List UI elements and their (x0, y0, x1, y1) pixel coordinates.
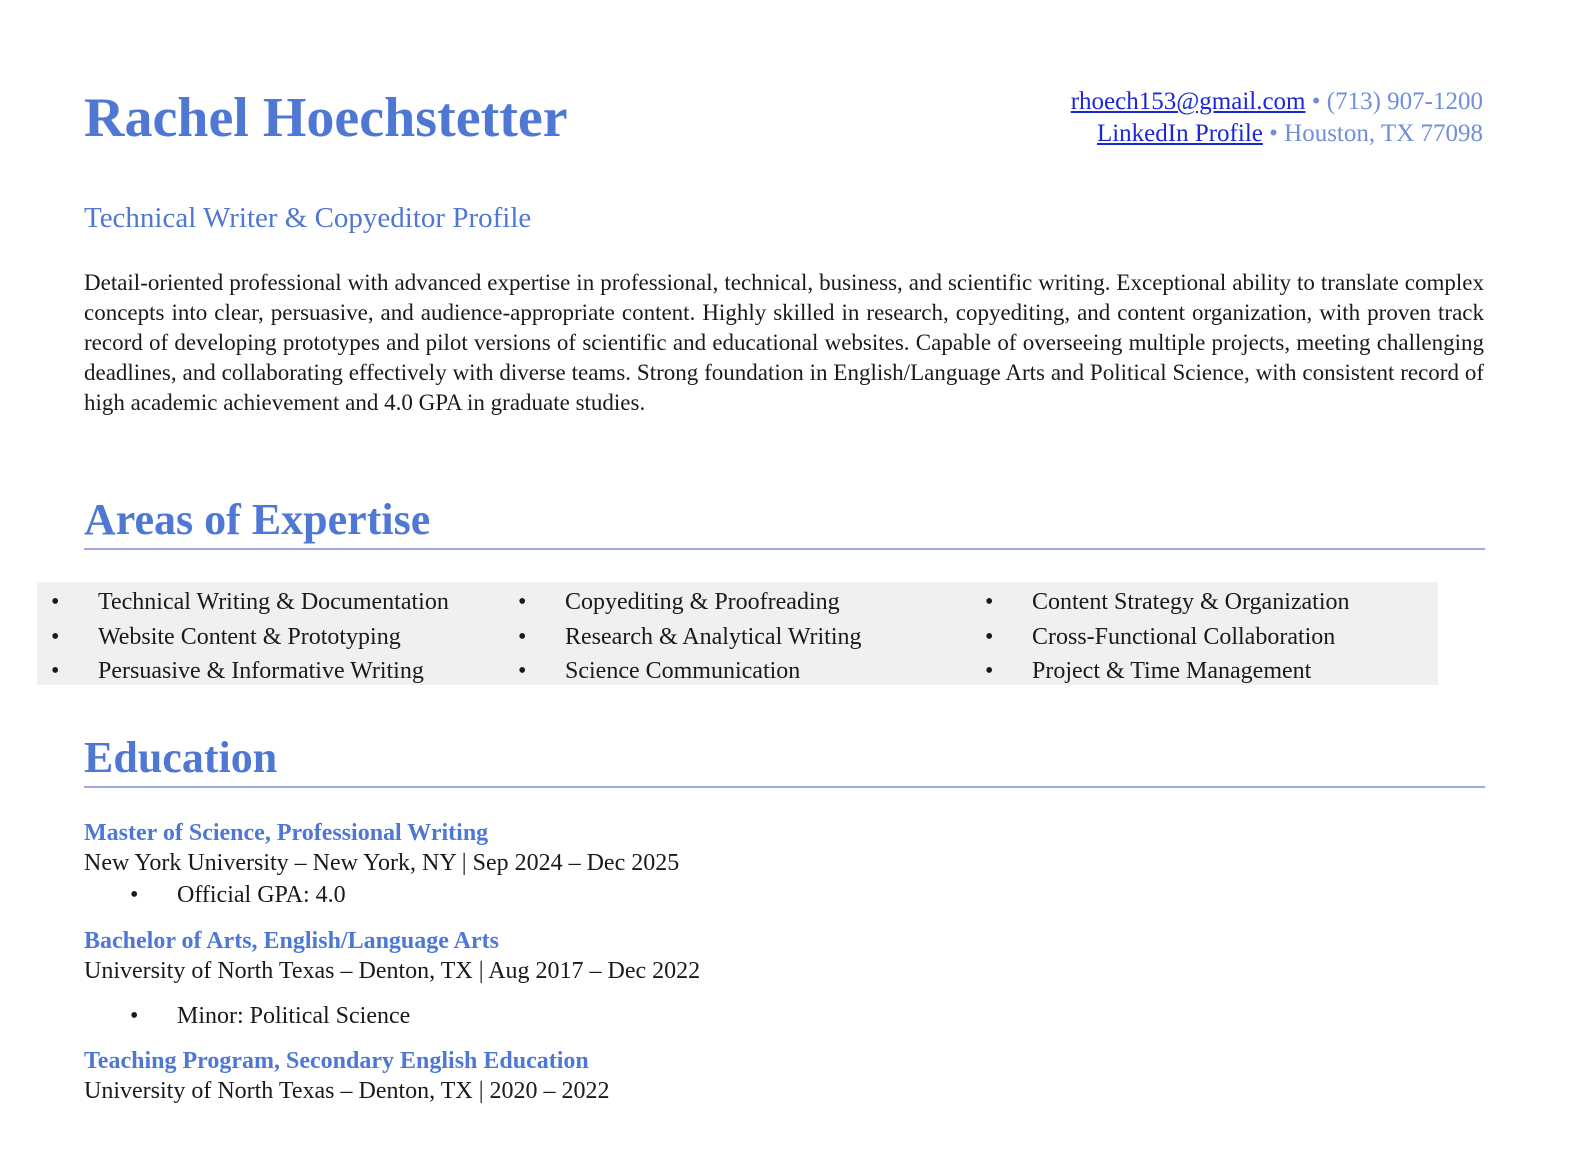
expertise-item: • Copyediting & Proofreading (565, 585, 862, 620)
degree-title: Bachelor of Arts, English/Language Arts (84, 928, 499, 954)
expertise-section-title: Areas of Expertise (84, 495, 431, 544)
bullet-icon: • (51, 589, 60, 615)
expertise-item: • Project & Time Management (1032, 654, 1350, 689)
expertise-item: • Persuasive & Informative Writing (98, 654, 449, 689)
bullet-icon: • (518, 589, 527, 615)
expertise-item: • Technical Writing & Documentation (98, 585, 449, 620)
section-divider (84, 786, 1485, 788)
contact-block (1071, 86, 1483, 150)
expertise-column-2 (518, 585, 862, 689)
bullet-icon: • (130, 1003, 139, 1029)
bullet-icon: • (130, 882, 139, 908)
bullet-icon: • (51, 658, 60, 684)
profile-heading: Technical Writer & Copyeditor Profile (84, 202, 532, 234)
expertise-column-1 (51, 585, 449, 689)
expertise-item: • Content Strategy & Organization (1032, 585, 1350, 620)
expertise-item: • Cross-Functional Collaboration (1032, 620, 1350, 655)
linkedin-link[interactable]: LinkedIn Profile (1096, 120, 1263, 147)
contact-line-2 (1071, 118, 1483, 150)
expertise-item: • Science Communication (565, 654, 862, 689)
phone-number: (713) 907-1200 (1326, 88, 1483, 115)
section-divider (84, 548, 1485, 550)
location: Houston, TX 77098 (1284, 120, 1483, 147)
candidate-name: Rachel Hoechstetter (84, 87, 568, 149)
school-details: University of North Texas – Denton, TX | Aug 2017 – Dec 2022 (84, 958, 701, 984)
contact-separator: • (1311, 88, 1321, 115)
expertise-item: • Website Content & Prototyping (98, 620, 449, 655)
education-bullet: • Minor: Political Science (130, 1003, 411, 1029)
bullet-icon: • (518, 658, 527, 684)
bullet-icon: • (985, 658, 994, 684)
expertise-column-3 (985, 585, 1350, 689)
bullet-icon: • (518, 623, 527, 650)
profile-summary: Detail-oriented professional with advanced expertise in professional, technical, business, and scientific writing. Exceptional ability to translate complex concepts into clear, persuasive, and audience-appropriate content. Highly skilled in research, copyediting, and content organization, with proven track record of developing prototypes and pilot versions of scientific and educational websites. Capable of overseeing multiple projects, meeting challenging deadlines, and collaborating effectively with diverse teams. Strong foundation in English/Language Arts and Political Science, with consistent record of high academic achievement and 4.0 GPA in graduate studies. (84, 270, 1484, 415)
degree-title: Master of Science, Professional Writing (84, 820, 489, 846)
email-link[interactable]: rhoech153@gmail.com (1070, 88, 1306, 115)
school-details: New York University – New York, NY | Sep 2024 – Dec 2025 (84, 850, 680, 876)
contact-separator: • (1269, 120, 1278, 147)
bullet-icon: • (985, 623, 994, 650)
bullet-icon: • (51, 623, 60, 650)
education-section-title: Education (84, 733, 278, 782)
bullet-icon: • (985, 589, 994, 615)
education-bullet: • Official GPA: 4.0 (130, 882, 346, 908)
contact-line-1 (1071, 86, 1483, 118)
expertise-item: • Research & Analytical Writing (565, 620, 862, 655)
degree-title: Teaching Program, Secondary English Education (84, 1048, 589, 1074)
school-details: University of North Texas – Denton, TX | 2020 – 2022 (84, 1078, 610, 1104)
